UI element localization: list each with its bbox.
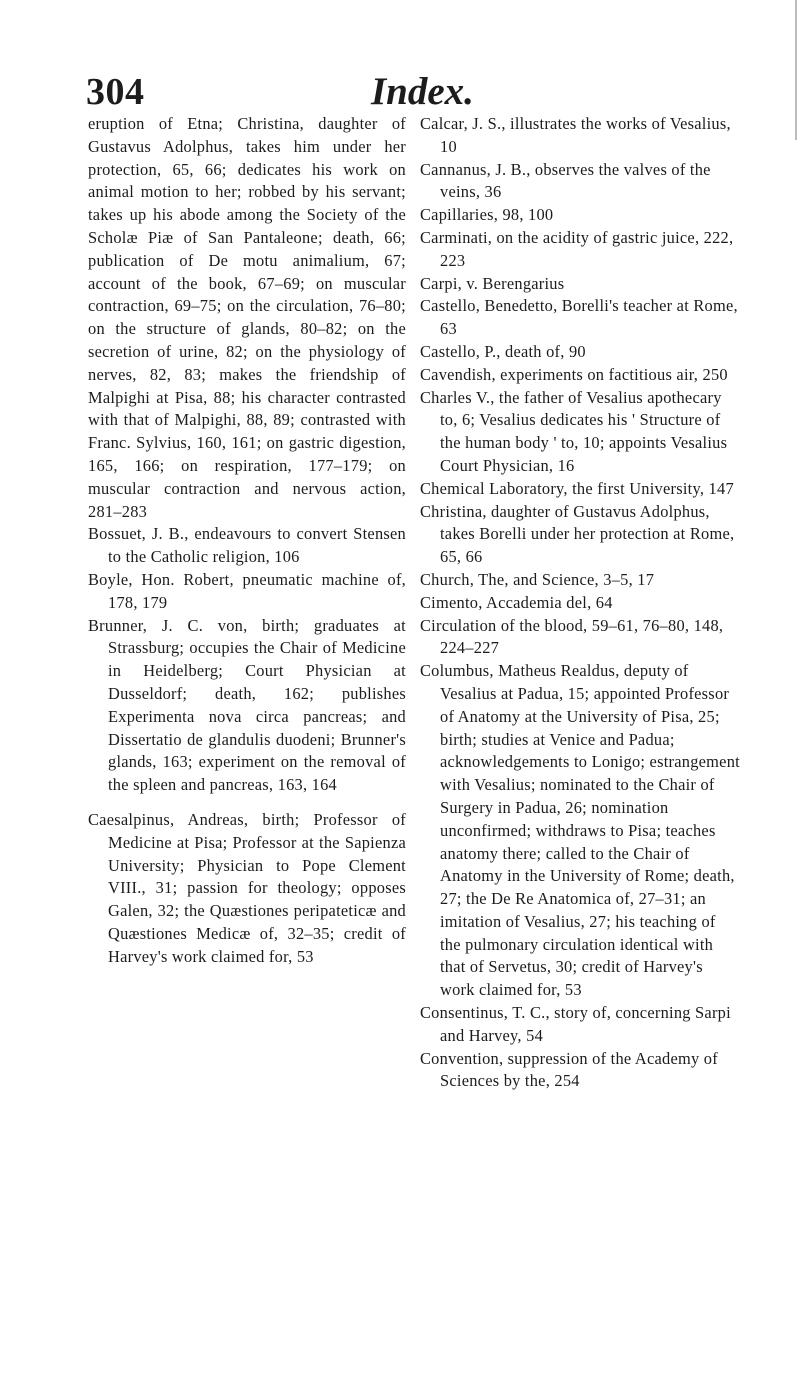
index-column-right	[420, 113, 740, 1093]
entry-gap	[88, 797, 406, 809]
index-entry: Caesalpinus, Andreas, birth; Professor of Medicine at Pisa; Professor at the Sapienza University; Physician to Pope Clement VIII., 31; passion for theology; opposes Galen, 32; the Quæstiones peripateticæ and Quæstiones Medicæ of, 32–35; credit of Harvey's work claimed for, 53	[88, 809, 406, 966]
index-entry: Bossuet, J. B., endeavours to convert Stensen to the Catholic religion, 106	[88, 524, 406, 567]
index-entry: Cannanus, J. B., observes the valves of the veins, 36	[420, 159, 711, 202]
index-entry: Brunner, J. C. von, birth; graduates at Strassburg; occupies the Chair of Medicine in Heidelberg; Court Physician at Dusseldorf; death, 162; publishes Experimenta nova circa pancreas; and Dissertatio de glandulis duodeni; Brunner's glands, 163; experiment on the removal of the spleen and pancreas, 163, 164	[88, 615, 406, 795]
index-entry: Carpi, v. Berengarius	[420, 273, 565, 293]
index-entry: Cavendish, experiments on factitious air, 250	[420, 364, 728, 384]
page-number: 304	[86, 71, 145, 113]
running-title: Index.	[371, 70, 474, 113]
index-entry: Church, The, and Science, 3–5, 17	[420, 569, 655, 589]
index-entry: Columbus, Matheus Realdus, deputy of Vesalius at Padua, 15; appointed Professor of Anatomy at the University of Pisa, 25; birth; studies at Venice and Padua; acknowledgements to Lonigo; estrangement with Vesalius; nominated to the Chair of Surgery in Padua, 26; nomination unconfirmed; withdraws to Pisa; teaches anatomy there; called to the Chair of Anatomy in the University of Rome; death, 27; the De Re Anatomica of, 27–31; an imitation of Vesalius, 27; his teaching of the pulmonary circulation identical with that of Servetus, 30; credit of Harvey's work claimed for, 53	[420, 661, 740, 1000]
index-entry: Boyle, Hon. Robert, pneumatic machine of, 178, 179	[88, 569, 406, 612]
index-entry: Carminati, on the acidity of gastric juice, 222, 223	[420, 227, 734, 270]
page-edge-line	[795, 0, 797, 140]
index-entry: eruption of Etna; Christina, daughter of Gustavus Adolphus, takes him under her protection, 65, 66; dedicates his work on animal motion to her; robbed by his servant; takes up his abode among the Society of the Scholæ Piæ of San Pantaleone; death, 66; publication of De motu animalium, 67; account of the book, 67–69; on muscular contraction, 69–75; on the circulation, 76–80; on the structure of glands, 80–82; on the secretion of urine, 82; on the physiology of nerves, 82, 83; makes the friendship of Malpighi at Pisa, 88; his character contrasted with that of Malpighi, 88, 89; contrasted with Franc. Sylvius, 160, 161; on gastric digestion, 165, 166; on respiration, 177–179; on muscular contraction and nervous action, 281–283	[88, 114, 406, 521]
index-entry: Cimento, Accademia del, 64	[420, 592, 613, 612]
index-entry: Castello, Benedetto, Borelli's teacher at Rome, 63	[420, 296, 738, 339]
index-entry: Circulation of the blood, 59–61, 76–80, 148, 224–227	[420, 615, 724, 658]
index-entry: Christina, daughter of Gustavus Adolphus, takes Borelli under her protection at Rome, 65, 66	[420, 501, 735, 567]
index-entry: Chemical Laboratory, the first University, 147	[420, 478, 734, 498]
index-entry: Castello, P., death of, 90	[420, 341, 586, 361]
index-entry: Capillaries, 98, 100	[420, 205, 554, 225]
index-column-left	[88, 113, 406, 968]
index-entry: Calcar, J. S., illustrates the works of Vesalius, 10	[420, 114, 731, 156]
index-entry: Charles V., the father of Vesalius apothecary to, 6; Vesalius dedicates his ' Structure of the human body ' to, 10; appoints Vesalius Court Physician, 16	[420, 387, 728, 475]
index-entry: Convention, suppression of the Academy of Sciences by the, 254	[420, 1048, 718, 1091]
index-entry: Consentinus, T. C., story of, concerning Sarpi and Harvey, 54	[420, 1003, 731, 1045]
